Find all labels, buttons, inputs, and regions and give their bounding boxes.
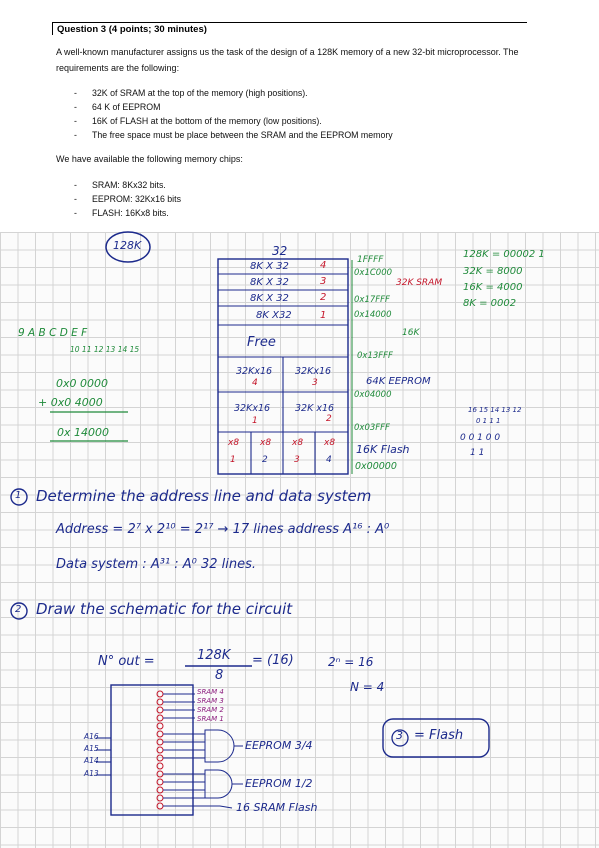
nout-result: = (16) — [252, 653, 294, 668]
chip-item: - EEPROM: 32Kx16 bits — [74, 192, 181, 206]
flash-output: 16 SRAM Flash — [236, 801, 318, 814]
hex-add-result: 0x 14000 — [57, 426, 109, 439]
box-flash-label: = Flash — [414, 728, 464, 743]
address-label: 0x04000 — [354, 390, 392, 400]
circle-128k-label: 128K — [113, 239, 142, 252]
hex-add-2: + 0x0 4000 — [38, 396, 103, 409]
decoder-input: A14 — [84, 756, 99, 765]
flash-x8: x8 — [260, 438, 272, 448]
sram-row: 8K X32 — [256, 310, 292, 321]
sram-num: 2 — [320, 292, 327, 303]
hex-digits-header: 9 A B C D E F — [18, 327, 88, 339]
note-bits-row: 0 1 1 1 — [476, 417, 501, 425]
decoder-output: SRAM 3 — [197, 697, 224, 705]
nout-numerator: 128K — [197, 648, 231, 663]
chip-item: - FLASH: 16Kx8 bits. — [74, 206, 181, 220]
flash-x8: x8 — [324, 438, 336, 448]
sram-num: 1 — [320, 310, 327, 321]
step2-title: Draw the schematic for the circuit — [36, 600, 293, 618]
eeprom-chip: 32Kx16 — [295, 366, 332, 377]
eeprom-num: 1 — [252, 416, 258, 426]
n-equation: N = 4 — [350, 680, 385, 694]
sram-range-label: 32K SRAM — [396, 278, 443, 288]
sram-row: 8K X 32 — [250, 293, 289, 304]
eeprom-num: 2 — [326, 414, 332, 424]
free-label: Free — [247, 335, 276, 350]
requirement-item: - The free space must be place between the SRAM and the EEPROM memory — [74, 128, 393, 142]
address-line: Address = 2⁷ x 2¹⁰ = 2¹⁷ → 17 lines address A¹⁶ : A⁰ — [56, 522, 390, 537]
eeprom-34-output: EEPROM 3/4 — [245, 739, 313, 752]
note-bits-row: 1 1 — [470, 448, 485, 458]
hex-add-1: 0x0 0000 — [56, 377, 108, 390]
flash-x8: x8 — [228, 438, 240, 448]
eeprom-num: 4 — [252, 378, 258, 388]
flash-num: 4 — [326, 455, 332, 465]
requirement-item: - 16K of FLASH at the bottom of the memory (low positions). — [74, 114, 393, 128]
question-title: Question 3 (4 points; 30 minutes) — [52, 22, 527, 35]
address-label: 0x14000 — [354, 310, 392, 320]
note-16k: 16K = 4000 — [463, 282, 523, 293]
address-zero: 0x00000 — [355, 461, 397, 472]
flash-range-label: 16K Flash — [356, 443, 410, 456]
data-line: Data system : A³¹ : A⁰ 32 lines. — [56, 557, 257, 572]
sram-row: 8K X 32 — [250, 261, 289, 272]
decoder-output: SRAM 4 — [197, 688, 224, 696]
decoder-input: A15 — [84, 744, 99, 753]
nout-denominator: 8 — [215, 668, 224, 683]
address-label: 0x13FFF — [357, 351, 393, 361]
power-equation: 2ⁿ = 16 — [328, 655, 374, 669]
decoder-input: A13 — [84, 769, 99, 778]
note-8k: 8K = 0002 — [463, 298, 517, 309]
flash-num: 3 — [294, 455, 300, 465]
decoder-output: SRAM 2 — [197, 706, 224, 714]
decoder-output: SRAM 1 — [197, 715, 224, 723]
free-range-label: 16K — [402, 328, 420, 338]
eeprom-chip: 32Kx16 — [234, 403, 271, 414]
hex-digits-sub: 10 11 12 13 14 15 — [70, 345, 140, 354]
question-intro: A well-known manufacturer assigns us the task of the design of a 128K memory of a new 32-bit microprocessor. The requirements are the following: — [56, 47, 519, 73]
eeprom-num: 3 — [312, 378, 318, 388]
address-label: 0x1C000 — [354, 268, 393, 278]
address-label: 0x03FFF — [354, 423, 390, 433]
step1-title: Determine the address line and data system — [36, 487, 372, 505]
requirement-item: - 32K of SRAM at the top of the memory (high positions). — [74, 86, 393, 100]
address-label: 1FFFF — [357, 255, 384, 265]
decoder-input: A16 — [84, 732, 99, 741]
sram-row: 8K X 32 — [250, 277, 289, 288]
sram-num: 3 — [320, 276, 327, 287]
eeprom-range-label: 64K EEPROM — [366, 376, 431, 387]
chip-item: - SRAM: 8Kx32 bits. — [74, 178, 181, 192]
requirement-item: - 64 K of EEPROM — [74, 100, 393, 114]
width-32-label: 32 — [272, 244, 288, 258]
note-128k: 128K = 00002 1 — [463, 249, 545, 260]
flash-num: 2 — [262, 455, 268, 465]
step2-number: 2 — [15, 604, 22, 615]
eeprom-chip: 32K x16 — [295, 403, 335, 414]
flash-num: 1 — [230, 455, 236, 465]
flash-x8: x8 — [292, 438, 304, 448]
eeprom-chip: 32Kx16 — [236, 366, 273, 377]
eeprom-12-output: EEPROM 1/2 — [245, 777, 313, 790]
sram-num: 4 — [320, 260, 327, 271]
note-bits-header: 16 15 14 13 12 — [468, 406, 522, 414]
box-circle-number: 3 — [396, 729, 403, 742]
note-32k: 32K = 8000 — [463, 266, 523, 277]
step1-number: 1 — [15, 490, 22, 501]
note-bits-row: 0 0 1 0 0 — [460, 433, 501, 443]
nout-label: N° out = — [98, 654, 155, 669]
address-label: 0x17FFF — [354, 295, 390, 305]
available-chips-label: We have available the following memory chips: — [56, 154, 243, 164]
